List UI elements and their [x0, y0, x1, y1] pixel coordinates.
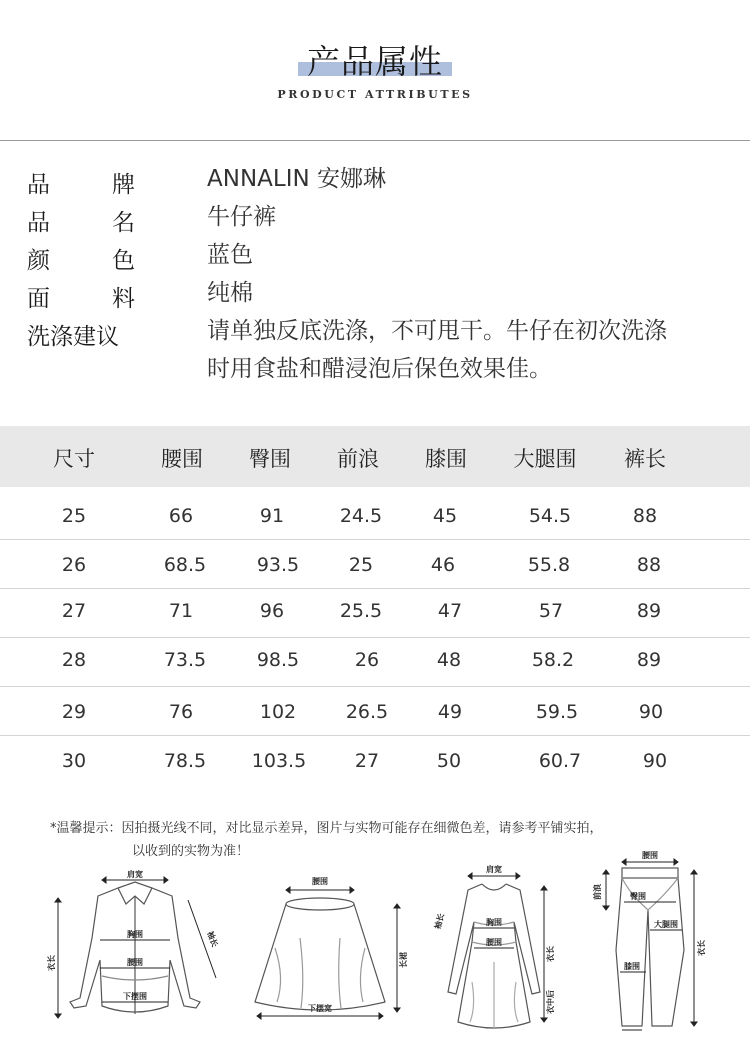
dress-chest-label: 胸围	[486, 918, 502, 927]
attribute-value: ANNALIN 安娜琳	[207, 166, 386, 192]
attribute-label	[27, 242, 135, 275]
table-cell: 68.5	[163, 554, 207, 576]
table-cell: 88	[636, 554, 662, 576]
pants-waist-label: 腰围	[642, 851, 658, 860]
table-row	[0, 589, 750, 638]
table-row	[0, 491, 750, 540]
table-cell: 91	[259, 505, 285, 527]
shirt-waist-label: 腰围	[127, 958, 143, 967]
shirt-diagram	[40, 868, 230, 1028]
table-header-cell: 膝围	[425, 447, 467, 471]
attribute-label	[27, 166, 135, 199]
attribute-label: 洗涤建议	[27, 324, 119, 350]
attribute-value: 牛仔裤	[207, 204, 276, 230]
table-cell: 26.5	[345, 701, 389, 723]
table-row	[0, 736, 750, 785]
table-header-cell: 前浪	[337, 447, 379, 471]
table-cell: 73.5	[163, 649, 207, 671]
attribute-row-name	[0, 198, 750, 236]
table-cell: 49	[437, 701, 463, 723]
pants-hip-label: 臀围	[630, 892, 646, 901]
attribute-label-char: 面	[27, 286, 50, 312]
table-header-cell: 腰围	[161, 447, 203, 471]
table-cell: 90	[638, 701, 664, 723]
table-cell: 98.5	[256, 649, 300, 671]
table-cell: 46	[430, 554, 456, 576]
shirt-sleeve-label: 袖长	[205, 930, 220, 949]
table-cell: 55.8	[527, 554, 571, 576]
table-cell: 28	[61, 649, 87, 671]
table-cell: 76	[168, 701, 194, 723]
attribute-label-char: 牌	[112, 172, 135, 198]
attribute-row-color	[0, 236, 750, 274]
attribute-label-char: 色	[112, 248, 135, 274]
shirt-chest-label: 胸围	[127, 930, 143, 939]
table-cell: 89	[636, 600, 662, 622]
skirt-diagram	[245, 868, 415, 1028]
attribute-value	[207, 312, 737, 388]
table-cell: 25	[348, 554, 374, 576]
table-cell: 27	[354, 750, 380, 772]
table-header-cell: 裤长	[624, 447, 666, 471]
skirt-length-label: 长裙	[399, 952, 408, 968]
attribute-label	[27, 204, 135, 237]
table-cell: 54.5	[528, 505, 572, 527]
table-cell: 24.5	[339, 505, 383, 527]
table-header	[0, 426, 750, 487]
table-cell: 89	[636, 649, 662, 671]
skirt-waist-label: 腰围	[312, 877, 328, 886]
table-cell: 57	[538, 600, 564, 622]
attribute-row-fabric	[0, 274, 750, 312]
table-cell: 93.5	[256, 554, 300, 576]
attribute-label-char: 品	[27, 210, 50, 236]
table-cell: 25	[61, 505, 87, 527]
table-cell: 25.5	[339, 600, 383, 622]
table-cell: 78.5	[163, 750, 207, 772]
table-cell: 103.5	[251, 750, 307, 772]
table-cell: 45	[432, 505, 458, 527]
dress-waist-label: 腰围	[486, 938, 502, 947]
attribute-label-char: 料	[112, 286, 135, 312]
table-header-cell: 臀围	[249, 447, 291, 471]
pants-rise-label: 前浪	[593, 884, 602, 900]
table-cell: 26	[61, 554, 87, 576]
table-cell: 96	[259, 600, 285, 622]
warm-tip-note-line2: 以收到的实物为准！	[132, 844, 250, 859]
warm-tip-note: *温馨提示：因拍摄光线不同，对比显示差异，图片与实物可能存在细微色差，请参考平铺实拍，	[50, 821, 603, 836]
section-header	[0, 0, 750, 140]
dress-length-label: 衣长	[546, 946, 555, 962]
attribute-value: 纯棉	[207, 280, 253, 306]
table-row	[0, 638, 750, 687]
section-subtitle: PRODUCT ATTRIBUTES	[277, 88, 473, 101]
table-cell: 102	[259, 701, 297, 723]
table-header-cell: 大腿围	[513, 447, 577, 471]
section-title: 产品属性	[307, 42, 443, 81]
table-cell: 47	[437, 600, 463, 622]
shirt-length-label: 衣长	[47, 955, 56, 971]
table-cell: 30	[61, 750, 87, 772]
shirt-shoulder-label: 肩宽	[127, 870, 143, 879]
shirt-hem-label: 下摆围	[123, 992, 147, 1001]
attribute-label-char: 名	[112, 210, 135, 236]
divider	[0, 140, 750, 141]
table-cell: 27	[61, 600, 87, 622]
skirt-hem-label: 下摆宽	[308, 1004, 332, 1013]
attribute-label-char: 品	[27, 172, 50, 198]
table-header-cell: 尺寸	[53, 447, 95, 471]
attribute-row-washing	[0, 312, 750, 388]
attribute-value: 蓝色	[207, 242, 253, 268]
table-cell: 60.7	[538, 750, 582, 772]
attribute-value-line: 请单独反底洗涤，不可甩干。牛仔在初次洗涤	[207, 318, 667, 344]
attribute-label	[27, 280, 135, 313]
dress-mid-label: 衣中后	[546, 990, 555, 1014]
table-cell: 50	[436, 750, 462, 772]
table-row	[0, 540, 750, 589]
dress-shoulder-label: 肩宽	[486, 865, 502, 874]
dress-diagram	[432, 862, 572, 1034]
pants-knee-label: 膝围	[624, 962, 640, 971]
table-cell: 26	[354, 649, 380, 671]
table-cell: 48	[436, 649, 462, 671]
table-cell: 88	[632, 505, 658, 527]
table-cell: 58.2	[531, 649, 575, 671]
pants-length-label: 衣长	[697, 940, 706, 956]
table-row	[0, 687, 750, 736]
pants-diagram	[590, 850, 710, 1034]
table-cell: 29	[61, 701, 87, 723]
table-cell: 59.5	[535, 701, 579, 723]
table-cell: 66	[168, 505, 194, 527]
attribute-row-brand	[0, 160, 750, 198]
attribute-label-char: 颜	[27, 248, 50, 274]
table-cell: 90	[642, 750, 668, 772]
attribute-value-line: 时用食盐和醋浸泡后保色效果佳。	[207, 356, 552, 382]
dress-sleeve-label: 袖长	[433, 912, 447, 931]
table-cell: 71	[168, 600, 194, 622]
pants-thigh-label: 大腿围	[654, 920, 678, 929]
